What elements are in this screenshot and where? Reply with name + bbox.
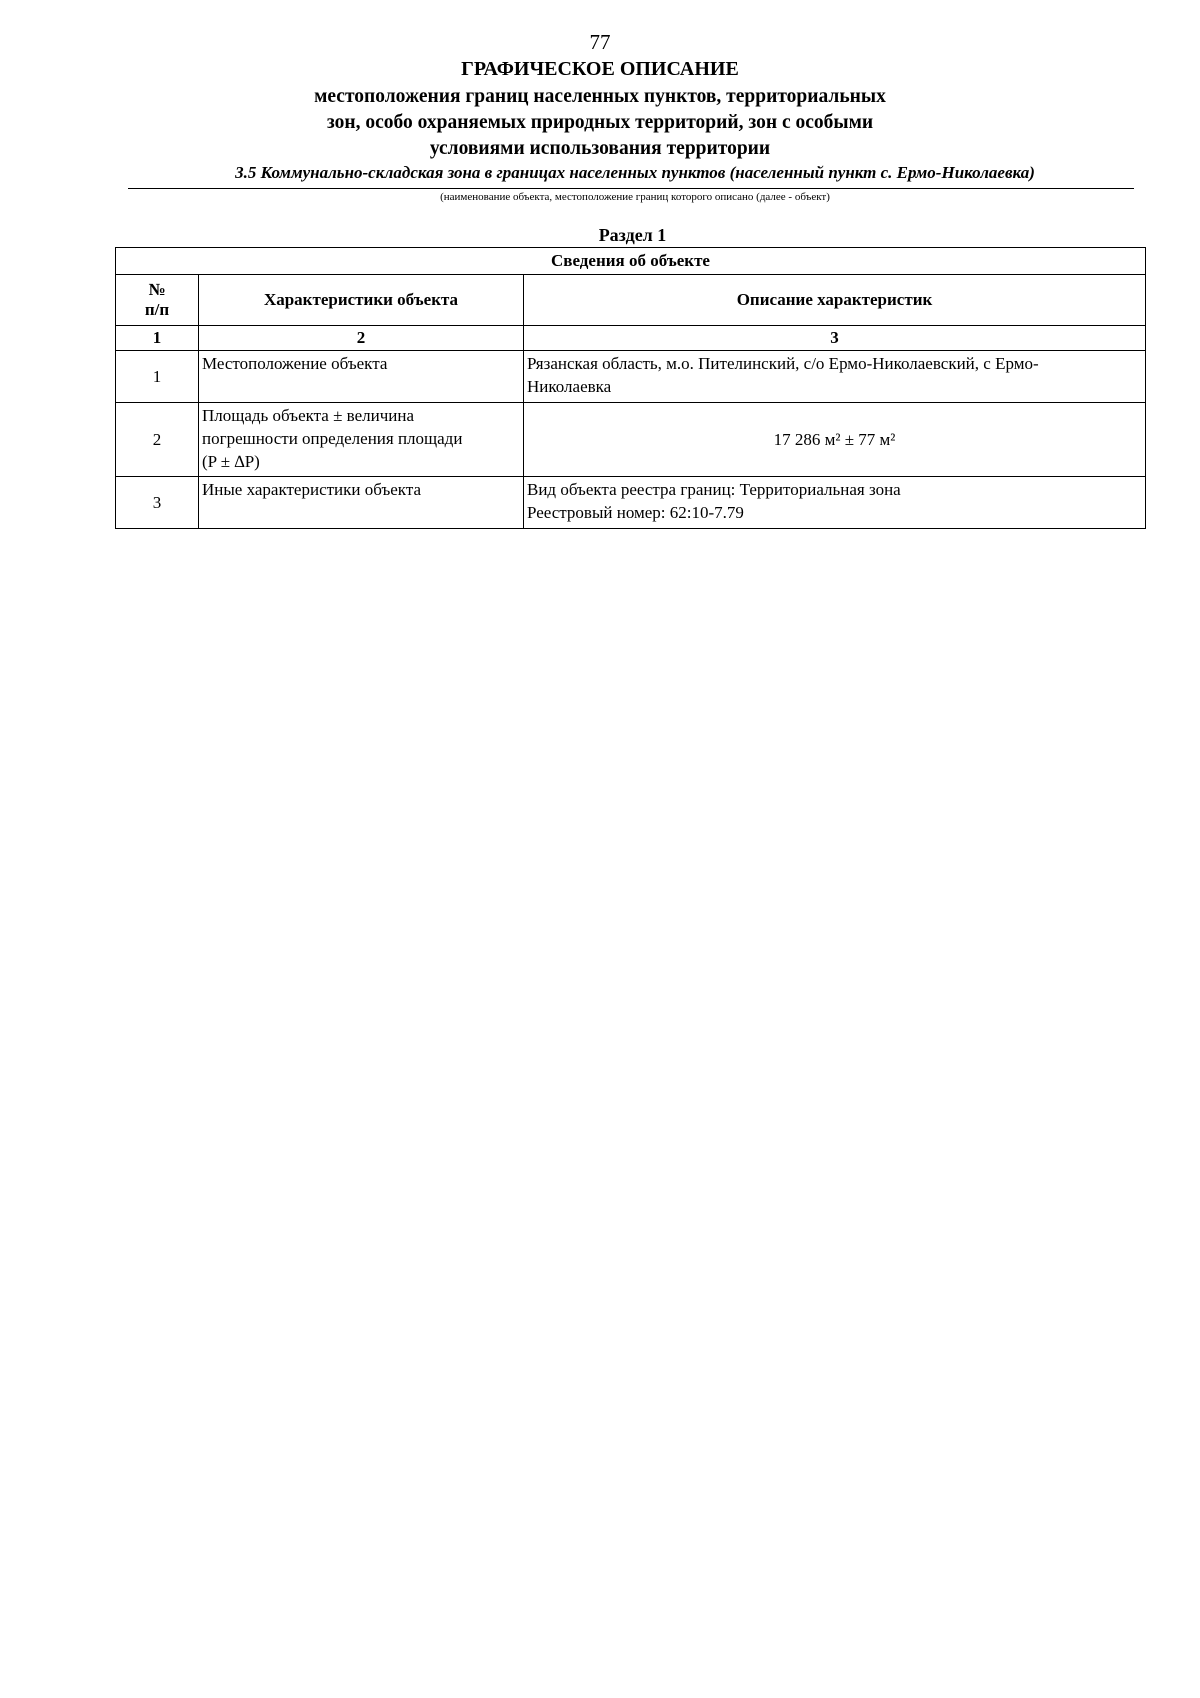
column-header-num-line: п/п xyxy=(144,300,170,319)
document-title: ГРАФИЧЕСКОЕ ОПИСАНИЕ xyxy=(461,58,739,80)
column-header-num-line: № xyxy=(148,280,166,299)
row-description-line: Реестровый номер: 62:10-7.79 xyxy=(527,503,744,522)
table-header-row xyxy=(116,275,1146,326)
object-caption: (наименование объекта, местоположение границ которого описано (далее - объект) xyxy=(440,191,830,203)
table-title: Сведения об объекте xyxy=(116,248,1146,275)
row-description xyxy=(524,477,1146,529)
row-number: 3 xyxy=(116,477,199,529)
table-row xyxy=(116,351,1146,403)
row-description-line: Вид объекта реестра границ: Территориальная зона xyxy=(527,480,901,499)
column-number: 3 xyxy=(524,326,1146,351)
column-header-characteristics: Характеристики объекта xyxy=(199,275,524,326)
row-description-line: Рязанская область, м.о. Пителинский, с/о Ермо-Николаевский, с Ермо- xyxy=(527,354,1039,373)
row-number: 1 xyxy=(116,351,199,403)
section-title: Раздел 1 xyxy=(598,225,667,245)
row-characteristic-line: (P ± ∆P) xyxy=(202,452,260,471)
subtitle-line: местоположения границ населенных пунктов, территориальных xyxy=(314,86,886,107)
row-description xyxy=(524,403,1146,477)
row-characteristic-line: погрешности определения площади xyxy=(202,429,463,448)
table-row xyxy=(116,403,1146,477)
row-characteristic-line: Площадь объекта ± величина xyxy=(202,406,415,425)
document-subtitle xyxy=(250,84,950,162)
subtitle-line: зон, особо охраняемых природных территорий, зон с особыми xyxy=(326,112,874,133)
column-number: 1 xyxy=(116,326,199,351)
object-info-table xyxy=(115,247,1146,529)
row-characteristic xyxy=(199,351,524,403)
column-number: 2 xyxy=(199,326,524,351)
column-number-row xyxy=(116,326,1146,351)
row-characteristic xyxy=(199,477,524,529)
table-row xyxy=(116,477,1146,529)
row-description xyxy=(524,351,1146,403)
object-name: 3.5 Коммунально-складская зона в границах населенных пунктов (населенный пункт с. Ермо-Николаевка) xyxy=(235,163,1035,182)
row-description-line: Николаевка xyxy=(527,377,612,396)
row-characteristic xyxy=(199,403,524,477)
row-characteristic-line: Иные характеристики объекта xyxy=(202,480,422,499)
column-header-description: Описание характеристик xyxy=(524,275,1146,326)
page-number: 77 xyxy=(589,30,611,54)
row-number: 2 xyxy=(116,403,199,477)
table-title-row xyxy=(116,248,1146,275)
row-characteristic-line: Местоположение объекта xyxy=(202,354,388,373)
row-description-line: 17 286 м² ± 77 м² xyxy=(773,429,896,449)
subtitle-line: условиями использования территории xyxy=(429,138,771,159)
object-underline xyxy=(128,188,1134,189)
column-header-num xyxy=(116,275,199,326)
